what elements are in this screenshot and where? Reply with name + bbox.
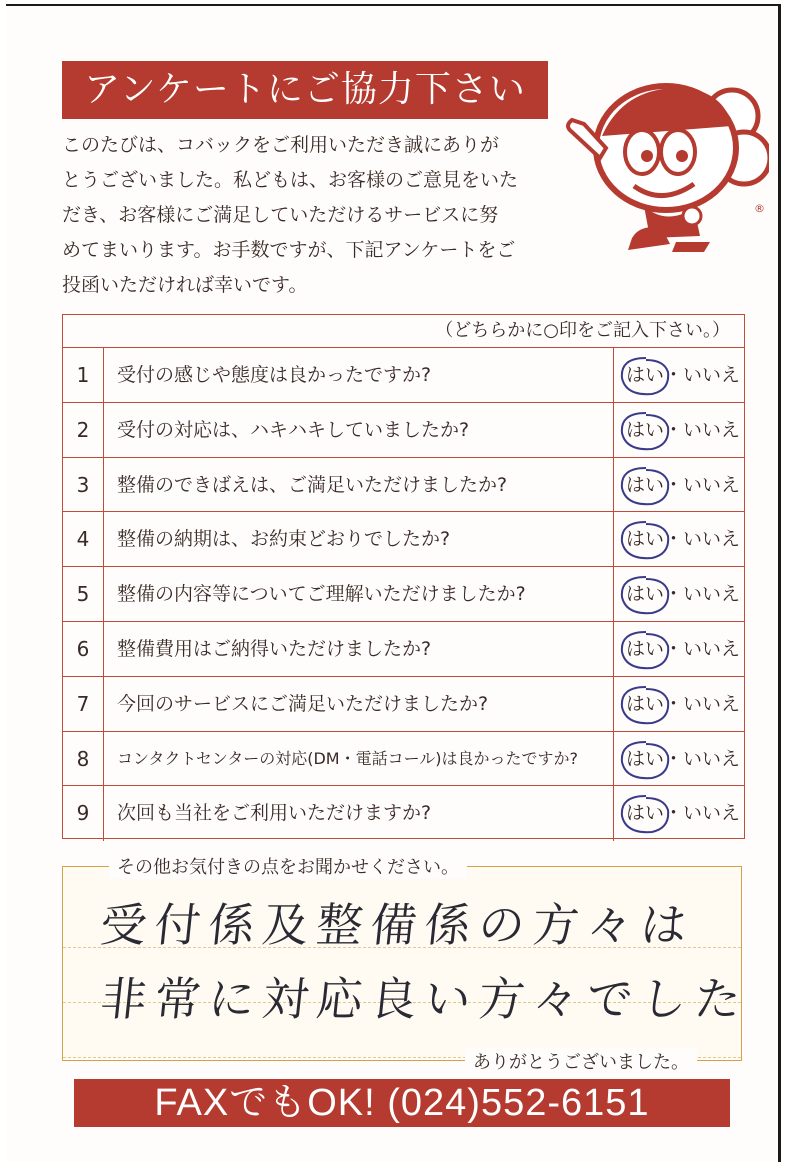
question-row	[63, 786, 744, 841]
answer-options: はい・いいえ	[626, 473, 741, 496]
hand-circle-mark-icon	[616, 464, 676, 508]
question-text: コンタクトセンターの対応(DM・電話コール)は良かったですか?	[117, 748, 579, 768]
answer-options: はい・いいえ	[626, 364, 741, 386]
instruction-text: （どちらかに○印をご記入下さい。）	[63, 315, 744, 348]
question-row	[63, 403, 744, 458]
comment-box[interactable]	[62, 857, 752, 1073]
question-text: 整備費用はご納得いただけましたか?	[117, 637, 432, 660]
hand-circle-mark-icon	[616, 683, 676, 727]
answer-cell[interactable]	[613, 512, 744, 566]
answer-options: はい・いいえ	[626, 692, 741, 715]
answer-options: はい・いいえ	[626, 637, 741, 660]
answer-cell[interactable]	[613, 732, 744, 786]
hand-circle-mark-icon	[616, 354, 676, 398]
question-number: 8	[63, 732, 104, 786]
question-row	[63, 732, 744, 787]
question-number: 5	[63, 567, 104, 621]
intro-line: とうございました。私どもは、お客様のご意見をいた	[62, 169, 519, 191]
answer-cell[interactable]	[613, 786, 744, 841]
question-row	[63, 512, 744, 567]
answer-options: はい・いいえ	[626, 747, 741, 770]
question-number: 3	[63, 458, 104, 512]
answer-cell[interactable]	[613, 567, 744, 621]
comment-label: その他お気付きの点をお聞かせください。	[109, 853, 467, 879]
question-row	[63, 348, 744, 403]
question-row	[63, 458, 744, 513]
question-number: 9	[63, 786, 104, 841]
handwritten-comment-line: 非常に対応良い方々でした	[97, 972, 752, 1026]
question-row	[63, 622, 744, 677]
question-text: 受付の感じや態度は良かったですか?	[117, 364, 432, 386]
question-number: 1	[63, 348, 104, 402]
intro-line: だき、お客様にご満足していただけるサービスに努	[62, 204, 499, 226]
intro-line: めてまいります。お手数ですが、下記アンケートをご	[62, 239, 516, 261]
page-title: アンケートにご協力下さい	[62, 61, 548, 119]
hand-circle-mark-icon	[616, 573, 676, 617]
question-text: 整備の内容等についてご理解いただけましたか?	[117, 583, 526, 606]
hand-circle-mark-icon	[616, 792, 676, 836]
question-number: 2	[63, 403, 104, 457]
question-row	[63, 567, 744, 622]
registered-mark: ®	[754, 202, 765, 215]
hand-circle-mark-icon	[616, 409, 676, 453]
question-text: 整備のできばえは、ご満足いただけましたか?	[117, 473, 508, 496]
question-number: 4	[63, 512, 104, 566]
answer-cell[interactable]	[613, 458, 744, 512]
answer-options: はい・いいえ	[626, 528, 741, 551]
answer-cell[interactable]	[613, 403, 744, 457]
fax-banner: FAXでもOK! (024)552-6151	[74, 1079, 730, 1127]
mascot-character-icon	[554, 66, 769, 256]
hand-circle-mark-icon	[616, 738, 676, 782]
intro-line: 投函いただければ幸いです。	[62, 274, 308, 296]
hand-circle-mark-icon	[616, 628, 676, 672]
question-text: 次回も当社をご利用いただけますか?	[117, 802, 432, 825]
answer-cell[interactable]	[613, 622, 744, 676]
answer-options: はい・いいえ	[626, 583, 741, 606]
thanks-text: ありがとうございました。	[465, 1048, 697, 1074]
hand-circle-mark-icon	[616, 518, 676, 562]
survey-table	[62, 314, 745, 839]
question-text: 整備の納期は、お約束どおりでしたか?	[117, 528, 451, 551]
answer-options: はい・いいえ	[626, 802, 741, 825]
question-number: 6	[63, 622, 104, 676]
question-text: 今回のサービスにご満足いただけましたか?	[117, 692, 489, 715]
question-text: 受付の対応は、ハキハキしていましたか?	[117, 418, 470, 441]
answer-options: はい・いいえ	[626, 418, 741, 441]
handwritten-comment-line: 受付係及整備係の方々は	[97, 898, 698, 952]
intro-text	[62, 128, 562, 303]
intro-line: このたびは、コバックをご利用いただき誠にありが	[62, 134, 500, 156]
question-number: 7	[63, 677, 104, 731]
survey-card	[6, 4, 781, 1162]
answer-cell[interactable]	[613, 677, 744, 731]
answer-cell[interactable]	[613, 348, 744, 402]
question-row	[63, 677, 744, 732]
